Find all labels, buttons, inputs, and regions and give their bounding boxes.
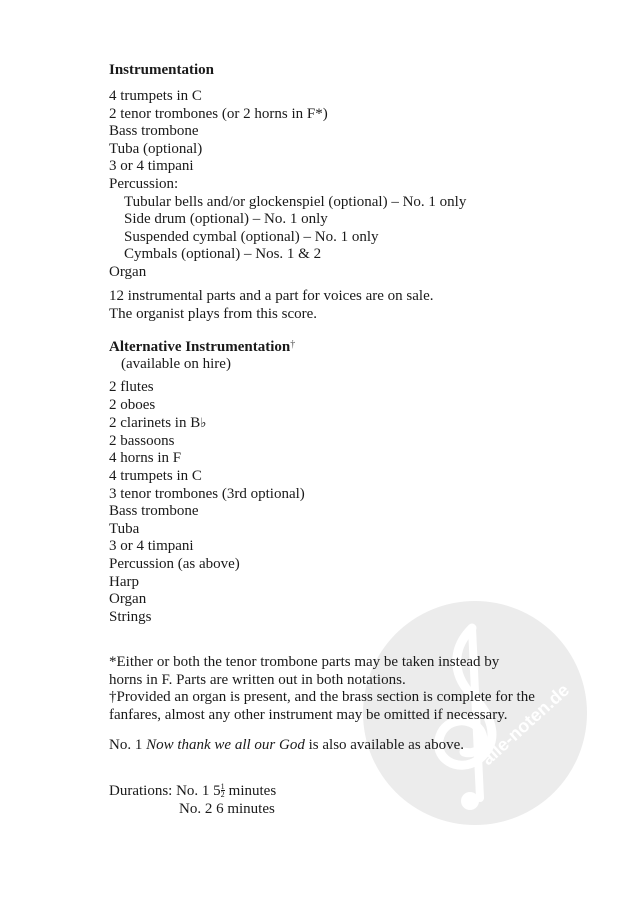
percussion-item: Suspended cymbal (optional) – No. 1 only	[124, 228, 379, 245]
dagger-mark: †	[290, 339, 296, 350]
footnote-line: *Either or both the tenor trombone parts may be taken instead by	[109, 654, 500, 670]
list-item: 2 tenor trombones (or 2 horns in F*)	[109, 105, 328, 122]
list-item: 2 oboes	[109, 396, 156, 413]
duration-no1-unit: minutes	[228, 783, 277, 799]
list-item: 4 horns in F	[109, 450, 182, 467]
duration-row-1	[109, 782, 276, 800]
list-item: Tuba	[109, 520, 140, 537]
parts-note	[109, 288, 433, 323]
list-item: 3 or 4 timpani	[109, 158, 194, 175]
list-item: 4 trumpets in C	[109, 88, 202, 104]
list-item: Tuba (optional)	[109, 140, 203, 157]
percussion-item: Side drum (optional) – No. 1 only	[124, 211, 328, 228]
footnote-line: fanfares, almost any other instrument may be omitted if necessary.	[109, 706, 508, 723]
availability-line	[109, 737, 464, 755]
duration-row-2: No. 2 6 minutes	[179, 801, 275, 817]
percussion-item: Cymbals (optional) – Nos. 1 & 2	[124, 246, 322, 263]
availability-suffix: is also available as above.	[304, 737, 464, 753]
footnote-line: †Provided an organ is present, and the brass section is complete for the	[109, 689, 535, 706]
list-item: Bass trombone	[109, 503, 199, 520]
alternative-heading	[109, 336, 295, 356]
alternative-list	[109, 379, 305, 626]
instrumentation-section	[109, 61, 214, 79]
percussion-item: Tubular bells and/or glockenspiel (optional) – No. 1 only	[124, 193, 467, 210]
watermark-text: alle-noten.de	[477, 679, 574, 769]
list-item-text: 2 clarinets in B	[109, 415, 201, 432]
list-item: 3 or 4 timpani	[109, 538, 194, 555]
fraction-numerator: 1	[220, 782, 225, 791]
list-item: 4 trumpets in C	[109, 467, 202, 484]
footnotes	[109, 654, 535, 724]
duration-no1-label: No. 1	[176, 783, 210, 799]
instrumentation-list	[109, 88, 466, 282]
alternative-subtitle: (available on hire)	[121, 356, 231, 372]
list-item: Percussion (as above)	[109, 555, 240, 572]
list-item: Organ	[109, 263, 147, 280]
alternative-section	[109, 336, 295, 374]
list-item: Organ	[109, 591, 147, 608]
list-item: 2 flutes	[109, 379, 154, 395]
flat-sign-icon: ♭	[200, 415, 207, 431]
instrumentation-heading: Instrumentation	[109, 62, 215, 78]
parts-note-line: The organist plays from this score.	[109, 305, 318, 322]
availability-prefix: No. 1	[109, 737, 147, 753]
durations-label: Durations:	[109, 783, 173, 799]
fraction-denominator: 2	[220, 790, 225, 799]
duration-no1-whole: 5	[213, 783, 221, 799]
list-item: Harp	[109, 573, 139, 590]
footnote-line: horns in F. Parts are written out in both notations.	[109, 671, 406, 688]
list-item	[109, 414, 305, 433]
alternative-heading-text: Alternative Instrumentation	[109, 339, 291, 355]
list-item: Percussion:	[109, 175, 179, 192]
list-item: Strings	[109, 608, 152, 625]
list-item: Bass trombone	[109, 123, 199, 140]
list-item: 3 tenor trombones (3rd optional)	[109, 485, 305, 502]
hymn-title: Now thank we all our God	[146, 737, 305, 753]
list-item: 2 bassoons	[109, 432, 175, 449]
durations	[109, 782, 276, 818]
availability-note	[109, 737, 464, 755]
parts-note-line: 12 instrumental parts and a part for voices are on sale.	[109, 288, 434, 304]
duration-fraction	[221, 783, 225, 798]
